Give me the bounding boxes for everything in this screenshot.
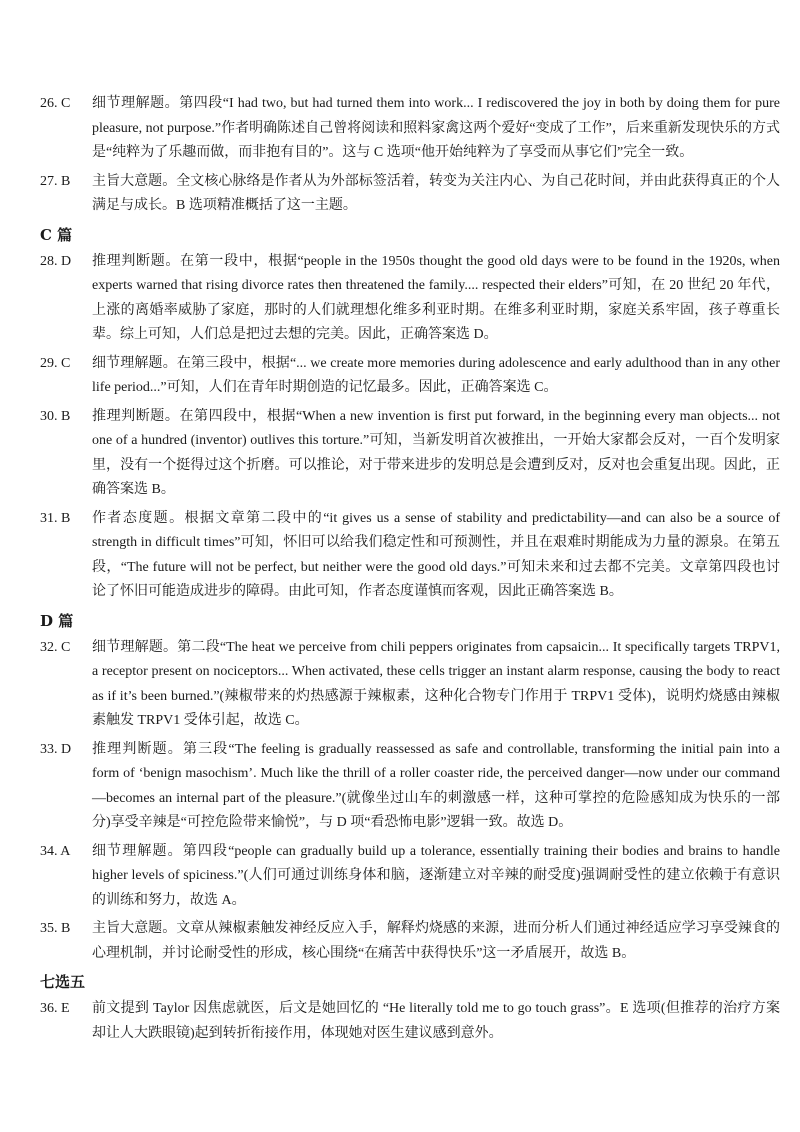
question-number: 31. B — [40, 510, 71, 526]
question-number: 33. D — [40, 741, 72, 757]
answer-explanations — [40, 92, 780, 1050]
answer-item — [40, 250, 780, 348]
question-number: 26. C — [40, 96, 71, 111]
explanation-text: 前文提到 Taylor 因焦虑就医，后文是她回忆的 “He literally told me to go touch grass”。E 选项(但推荐的治疗方案却让人大跌眼镜)起到转折衔接作用，体现她对医生建议感到意外。 — [92, 1001, 780, 1041]
answer-item — [40, 997, 780, 1046]
answer-item — [40, 636, 780, 734]
explanation-text: 作者态度题。根据文章第二段中的“it gives us a sense of stability and predictability—and can also be a source of strength in difficult times”可知，怀旧可以给我们稳定性和可预测性，并且在艰难时期能成为力量的源泉。在第五段，“The future will not be perfect, but neither were the good old days.”可知未来和过去都不完美。文章第四段也讨论了怀旧可能造成进步的障碍。由此可知，作者态度谨慎而客观，因此正确答案选 B。 — [92, 510, 780, 599]
question-number: 30. B — [40, 408, 71, 424]
section-heading-c: C 篇 — [40, 225, 73, 244]
answer-item — [40, 840, 780, 914]
explanation-text: 推理判断题。在第四段中，根据“When a new invention is first put forward, in the beginning every man objects... not one of a hundred (inventor) outlives this torture.”可知，当新发明首次被推出，一开始大家都会反对，一百个发明家里，没有一个挺得过这个折磨。可以推论，对于带来进步的发明总是会遭到反对，反对也会重复出现。因此，正确答案选 B。 — [92, 408, 780, 497]
explanation-text: 细节理解题。第四段“I had two, but had turned them into work... I rediscovered the joy in both by doing them for pure pleasure, not purpose.”作者明确陈述自己曾将阅读和照料家禽这两个爱好“变成了工作”，后来重新发现快乐的方式是“纯粹为了乐趣而做，而非抱有目的”。这与 C 选项“他开始纯粹为了享受而从事它们”完全一致。 — [92, 96, 780, 160]
answer-item — [40, 352, 780, 401]
answer-item — [40, 507, 780, 605]
explanation-text: 主旨大意题。文章从辣椒素触发神经反应入手，解释灼烧感的来源，进而分析人们通过神经适应学习享受辣食的心理机制，并讨论耐受性的形成，核心围绕“在痛苦中获得快乐”这一矛盾展开，故选 B。 — [92, 921, 780, 961]
section-heading-d: D 篇 — [40, 611, 74, 630]
question-number: 28. D — [40, 253, 72, 269]
question-number: 27. B — [40, 173, 71, 189]
answer-item — [40, 738, 780, 836]
answer-item — [40, 170, 780, 219]
explanation-text: 主旨大意题。全文核心脉络是作者从为外部标签活着，转变为关注内心、为自己花时间，并由此获得真正的个人满足与成长。B 选项精准概括了这一主题。 — [92, 173, 780, 213]
question-number: 35. B — [40, 921, 71, 936]
explanation-text: 细节理解题。第二段“The heat we perceive from chili peppers originates from capsaicin... It specifically targets TRPV1, a receptor present on nociceptors... When activated, these cells trigger an instant alarm response, causing the body to react as if it’s been burned.”(辣椒带来的灼热感源于辣椒素，这种化合物专门作用于 TRPV1 受体)，说明灼烧感由辣椒素触发 TRPV1 受体引起，故选 C。 — [92, 639, 780, 728]
explanation-text: 推理判断题。第三段“The feeling is gradually reassessed as safe and controllable, transforming the initial pain into a form of ‘benign masochism’. Much like the thrill of a roller coaster ride, the perceived danger—now under our command—becomes an internal part of the pleasure.”(就像坐过山车的刺激感一样，这种可掌控的危险感知成为快乐的一部分)享受辛辣是“可控危险带来愉悦”，与 D 项“看恐怖电影”逻辑一致。故选 D。 — [92, 741, 780, 830]
question-number: 34. A — [40, 843, 71, 859]
explanation-text: 细节理解题。第四段“people can gradually build up a tolerance, essentially training their bodies and brains to handle higher levels of spiciness.”(人们可通过训练身体和脑，逐渐建立对辛辣的耐受度)强调耐受性的建立依赖于有意识的训练和努力，故选 A。 — [92, 843, 780, 908]
section-heading-seven-choose-five: 七选五 — [40, 973, 86, 991]
question-number: 32. C — [40, 639, 71, 655]
answer-item — [40, 92, 780, 166]
explanation-text: 细节理解题。在第三段中，根据“... we create more memories during adolescence and early adulthood than in any other life period...”可知，人们在青年时期创造的记忆最多。因此，正确答案选 C。 — [92, 355, 780, 395]
question-number: 29. C — [40, 355, 71, 371]
explanation-text: 推理判断题。在第一段中，根据“people in the 1950s thought the good old days were to be found in the 1920s, when experts warned that rising divorce rates then threatened the family.... respected their elders”可知，在 20 世纪 20 年代，上涨的离婚率威胁了家庭，那时的人们就理想化维多利亚时期。在维多利亚时期，家庭关系牢固，孩子尊重长辈。综上可知，人们总是把过去想的完美。因此，正确答案选 D。 — [92, 253, 780, 342]
question-number: 36. E — [40, 1001, 70, 1016]
answer-item — [40, 405, 780, 503]
answer-item — [40, 917, 780, 966]
